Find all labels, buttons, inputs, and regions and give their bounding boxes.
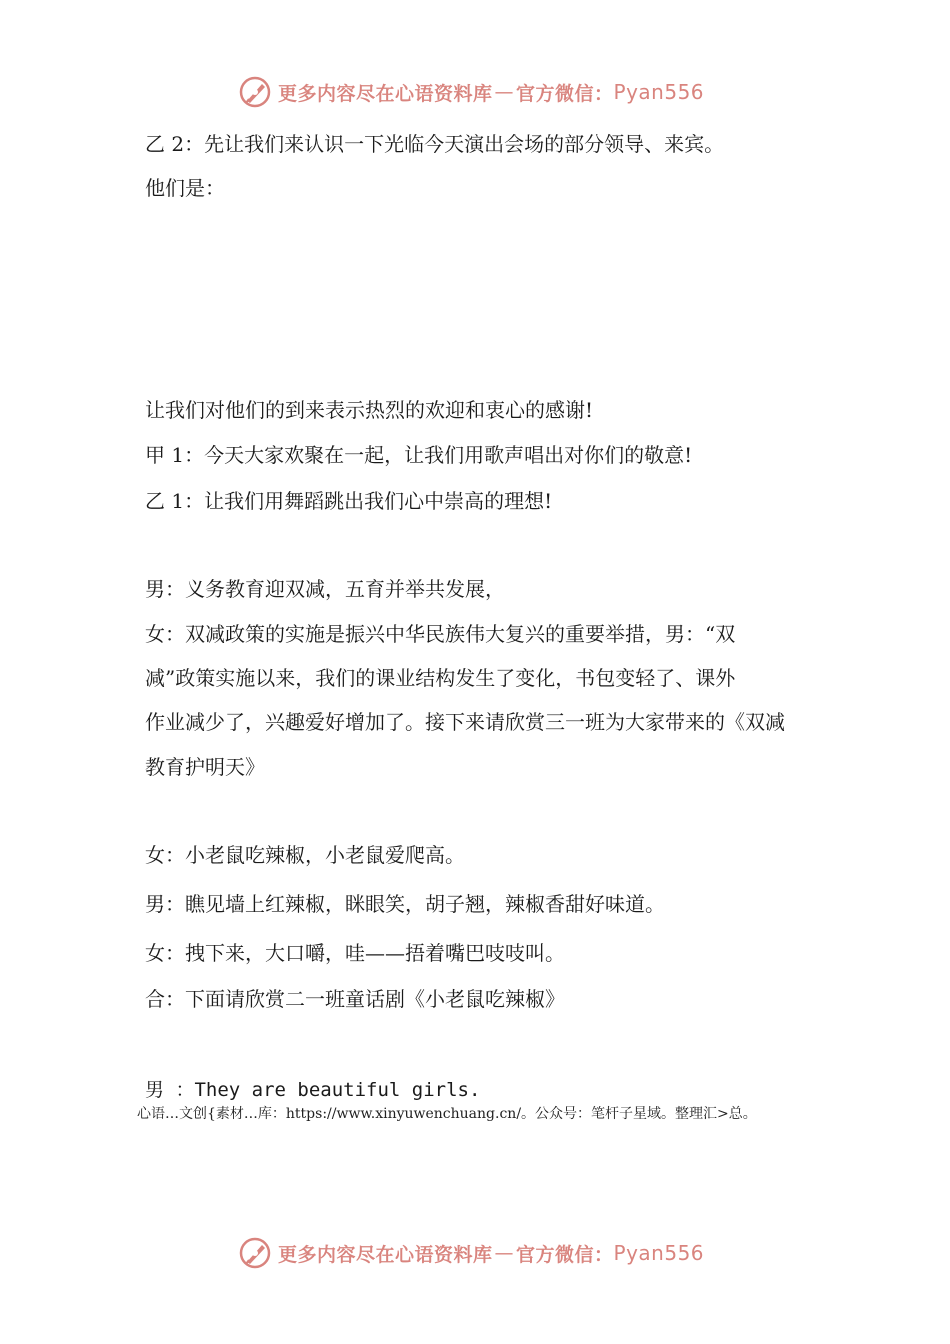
watermark-wechat-label: 官方微信：	[516, 1243, 614, 1266]
line-they-are: 他们是：	[145, 176, 225, 200]
quill-pen-circle-icon	[238, 1236, 272, 1270]
line-yi1: 乙 1：让我们用舞蹈跳出我们心中崇高的理想!	[145, 489, 553, 513]
line-english: 男 ：They are beautiful girls.	[145, 1079, 481, 1101]
line-welcome: 让我们对他们的到来表示热烈的欢迎和衷心的感谢!	[145, 398, 594, 422]
line-nv-bite: 女：拽下来，大口嚼，哇——捂着嘴巴吱吱叫。	[145, 941, 565, 965]
watermark-wechat-id: Pyan556	[613, 1241, 705, 1265]
line-yi2-intro: 乙 2：先让我们来认识一下光临今天演出会场的部分领导、来宾。	[145, 132, 725, 156]
watermark-text: 更多内容尽在心语资料库	[278, 1243, 493, 1266]
line-nan-chili: 男：瞧见墙上红辣椒，眯眼笑，胡子翘，辣椒香甜好味道。	[145, 892, 665, 916]
line-jia1: 甲 1：今天大家欢聚在一起，让我们用歌声唱出对你们的敬意!	[145, 443, 693, 467]
watermark-header	[238, 72, 704, 112]
line-nv-mouse: 女：小老鼠吃辣椒，小老鼠爱爬高。	[145, 843, 465, 867]
line-nan-double-reduction: 男：义务教育迎双减，五育并举共发展，	[145, 577, 505, 601]
line-nv-policy: 女：双减政策的实施是振兴中华民族伟大复兴的重要举措，男：“双	[145, 622, 736, 646]
watermark-wechat-id: Pyan556	[613, 80, 705, 104]
source-note: 心语…文创{素材…库：https://www.xinyuwenchuang.cn/。公众号：笔杆子星域。整理汇>总。	[137, 1106, 757, 1122]
line-he-drama: 合：下面请欣赏二一班童话剧《小老鼠吃辣椒》	[145, 987, 565, 1011]
line-policy-cont-2: 作业减少了，兴趣爱好增加了。接下来请欣赏三一班为大家带来的《双减	[145, 710, 785, 734]
watermark-separator: —	[494, 1242, 515, 1264]
line-policy-cont-1: 减”政策实施以来，我们的课业结构发生了变化，书包变轻了、课外	[145, 666, 736, 690]
watermark-footer	[238, 1233, 704, 1273]
quill-pen-circle-icon	[238, 75, 272, 109]
watermark-text: 更多内容尽在心语资料库	[278, 82, 493, 105]
line-policy-cont-3: 教育护明天》	[145, 755, 265, 779]
watermark-separator: —	[494, 81, 515, 103]
watermark-wechat-label: 官方微信：	[516, 82, 614, 105]
